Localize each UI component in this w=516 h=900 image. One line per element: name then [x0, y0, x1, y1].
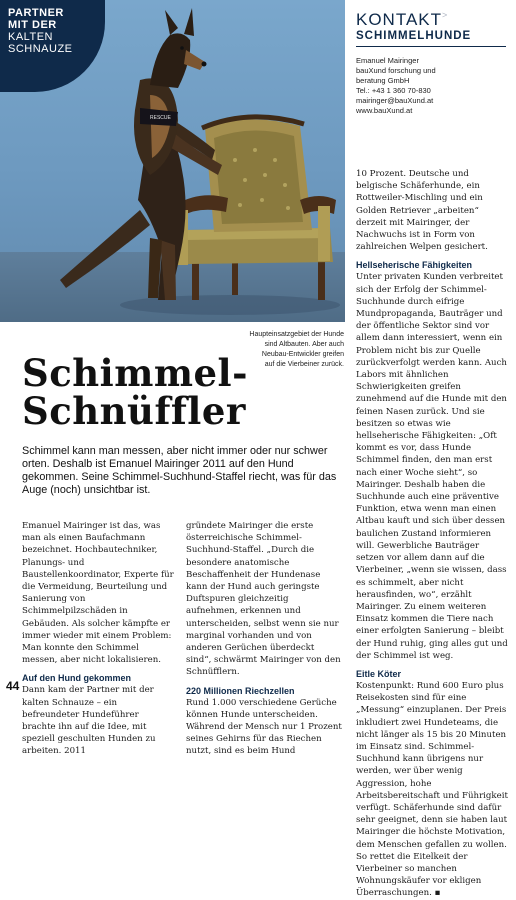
paragraph: Unter privaten Kunden verbreitet sich der Erfolg der Schimmel-Suchhunde durch eifrige Mundpropaganda, Bauträger und der öffentliche Sektor sind vor allem dann interessiert, wenn ein Problem nicht bis zur Quelle zurückverfolgt werden kann. Auch Labors mit ähnlichen Schwierigkeiten greifen zunehmend auf die Hunde mit den feinen Nasen zurück. Und sie besitzen so etwas wie hellseherische Fähigkeiten: „Oft kommt es vor, dass Hunde Schimmel finden, den man erst nach einer Woche sieht“, so Mairinger. Deshalb haben die Suchhunde auch eine präventive Funktion, etwa wenn man einen Altbau kauft und sich über dessen baulichen Zustand informieren will. Gewerbliche Bauträger setzen vor allem dann auf die Vierbeiner, „wenn sie wissen, dass es schimmelt, aber nicht herausfinden, wo“, erzählt Mairinger. Zu einem weiteren Einsatz kommen die Tiere nach einer erfolgten Sanierung – bleibt der Hund ruhig, ging alles gut und der Schimmel ist weg.	[356, 272, 508, 661]
contact-name: Emanuel Mairinger	[356, 56, 419, 65]
paragraph: Kostenpunkt: Rund 600 Euro plus Reisekosten sind für eine „Messung“ einzuplanen. Der Preis inkludiert zwei Hundeteams, die nicht länger als 15 bis 20 Minuten im Einsatz sind. Schimmel-Suchhund kann übrigens nur werden, wer über wenig Aggression, hohe Arbeitsbereitschaft und Führigkeit verfügt. Schäferhunde sind dafür sehr geeignet, denn sie haben laut Mairinger die höchste Motivation, dem Menschen gefallen zu wollen. So rettet die Eitelkeit der Vierbeiner so manchen Wohnungskäufer vor ekligen Überraschungen. ▪	[356, 680, 508, 899]
subheading: Hellseherische Fähigkeiten	[356, 260, 473, 271]
harness-label: RESCUE	[150, 115, 171, 121]
paragraph: Dann kam der Partner mit der kalten Schnauze – ein befreundeter Hundeführer brachte ihn auf die Idee, mit speziell geschulten Hunden zu arbeiten. 2011	[22, 685, 156, 757]
contact-company-2: beratung GmbH	[356, 76, 410, 85]
page-number: 44	[6, 679, 20, 693]
article-lead: Schimmel kann man messen, aber nicht immer oder nur schwer orten. Deshalb ist Emanuel Mairinger 2011 auf den Hund gekommen. Seine Schimmel-Suchhund-Staffel riecht, was für das Auge (noch) unsichtbar ist.	[22, 445, 337, 496]
contact-email: mairinger@bauXund.at	[356, 96, 434, 105]
subheading: 220 Millionen Riechzellen	[186, 685, 295, 696]
contact-title-text: KONTAKT	[356, 10, 443, 29]
contact-subtitle: SCHIMMELHUNDE	[356, 30, 506, 47]
title-line-1: Schimmel-	[22, 351, 248, 395]
badge-line-3: KALTEN	[8, 31, 53, 43]
subheading: Auf den Hund gekommen	[22, 673, 132, 684]
contact-title	[356, 10, 506, 30]
contact-details	[356, 56, 506, 116]
paragraph: 10 Prozent. Deutsche und belgische Schäferhunde, ein Rottweiler-Mischling und ein Golden Retriever „arbeiten“ derzeit mit Mairinger, der Nachwuchs ist in Form von zahlreichen Welpen gesichert.	[356, 169, 488, 253]
column-2	[186, 520, 342, 758]
contact-box	[356, 10, 506, 116]
badge-line-4: SCHNAUZE	[8, 43, 73, 55]
caption-line: sind Altbauten. Aber auch	[264, 341, 344, 348]
badge-line-1: PARTNER	[8, 7, 64, 19]
article-title	[22, 351, 248, 433]
column-1	[22, 520, 174, 758]
paragraph: Rund 1.000 verschiedene Gerüche können Hunde unterscheiden. Während der Mensch nur 1 Prozent seines Gehirns für das Riechen nutzt, sind es beim Hund	[186, 697, 342, 757]
contact-arrow: >	[442, 10, 449, 20]
caption-line: auf die Vierbeiner zurück.	[264, 361, 344, 368]
paragraph: Emanuel Mairinger ist das, was man als einen Baufachmann bezeichnet. Hochbautechniker, Planungs- und Baustellenkoordinator, Experte für die Vermeidung, Beurteilung und Sanierung von Schimmelpilzschäden in Gebäuden. Als solcher kämpfte er immer wieder mit einem Problem: Man konnte den Schimmel messen, aber nicht lokalisieren.	[22, 521, 174, 666]
title-line-2: Schnüffler	[22, 389, 246, 433]
contact-company-1: bauXund forschung und	[356, 66, 436, 75]
contact-website: www.bauXund.at	[356, 106, 413, 115]
paragraph: gründete Mairinger die erste österreichische Schimmel-Suchhund-Staffel. „Durch die besondere anatomische Beschaffenheit der Hundenase kann der Hund auch geringste Duftspuren gleichzeitig aufnehmen, erkennen und unterscheiden, selbst wenn sie nur marginal vorhanden und von anderen Gerüchen überdeckt sind“, schwärmt Mairinger von den Schnüfflern.	[186, 521, 341, 678]
caption-line: Haupteinsatzgebiet der Hunde	[249, 331, 344, 338]
caption-line: Neubau-Entwickler greifen	[261, 351, 344, 358]
contact-phone: Tel.: +43 1 360 70-830	[356, 86, 431, 95]
column-3	[356, 168, 508, 900]
subheading: Eitle Köter	[356, 668, 402, 679]
badge-line-2: MIT DER	[8, 19, 57, 31]
